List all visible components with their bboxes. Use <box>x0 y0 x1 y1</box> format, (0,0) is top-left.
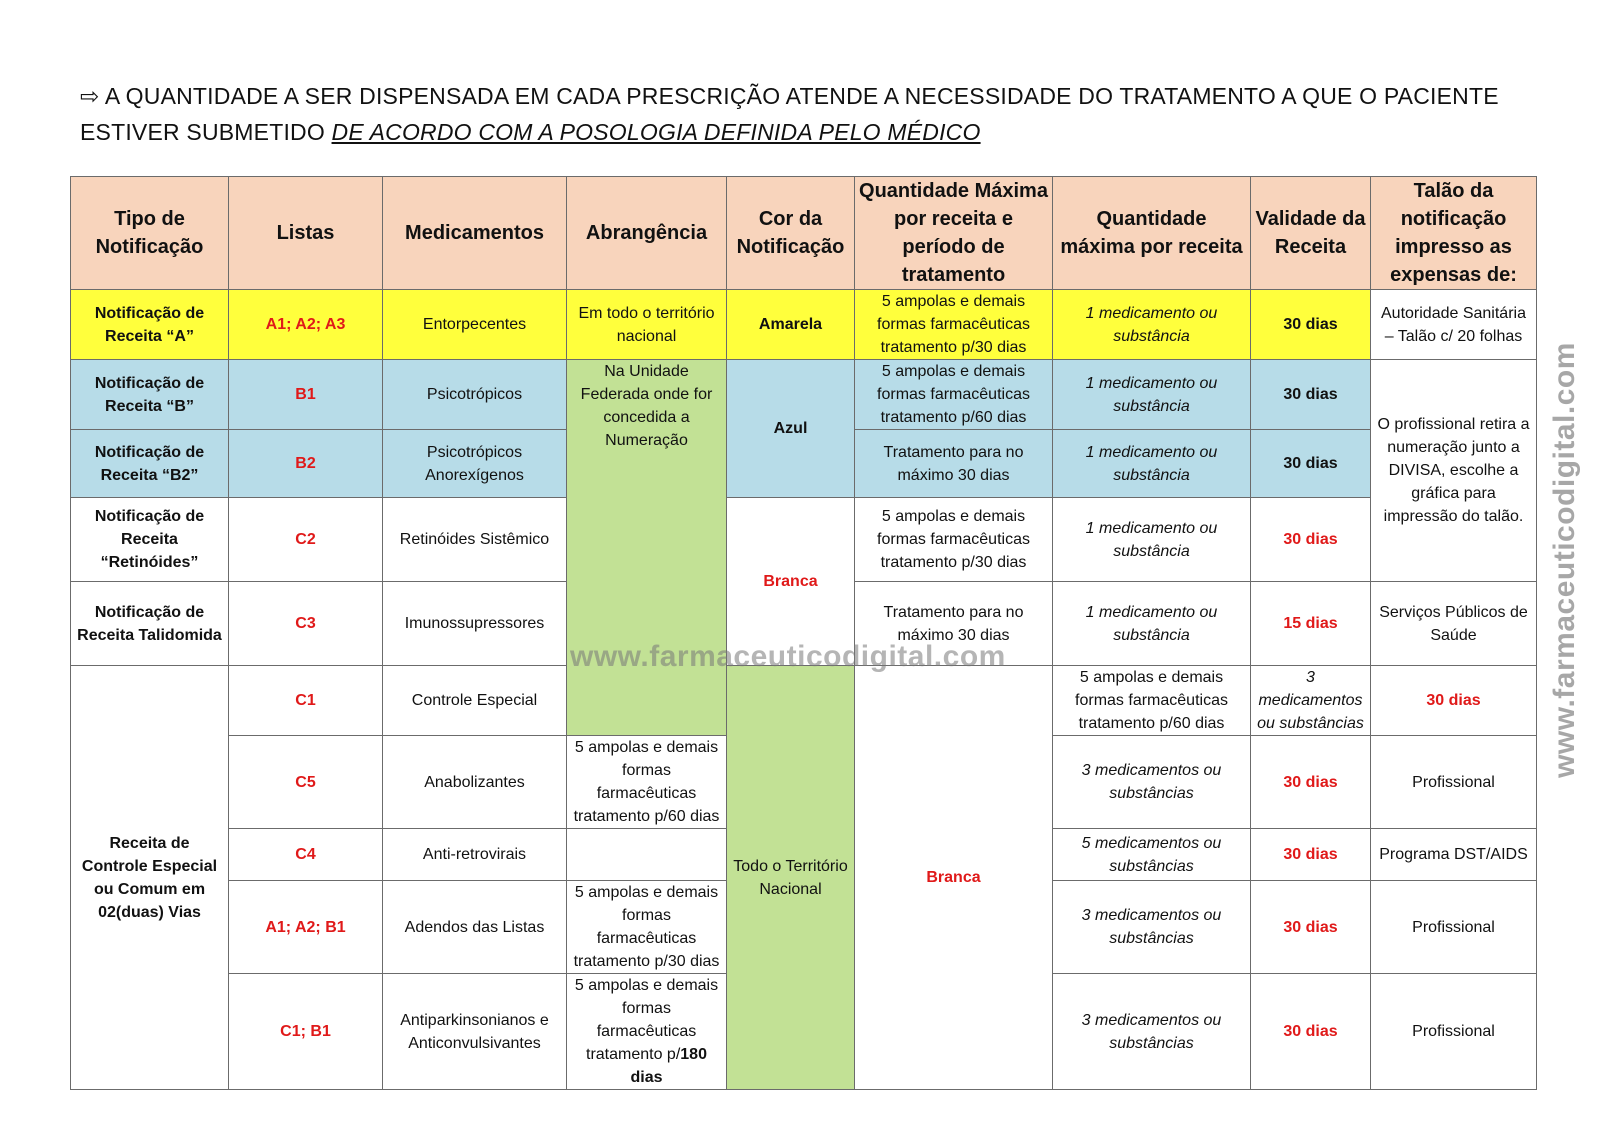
tipo-cell: Notificação de Receita “A” <box>71 290 229 360</box>
medicamento-cell: Entorpecentes <box>383 290 567 360</box>
qtd-periodo-cell <box>567 829 727 881</box>
qtd-periodo-cell: 5 ampolas e demais formas farmacêuticas tratamento p/60 dias <box>1053 666 1251 736</box>
qtd-max-cell: 3 medicamentos ou substâncias <box>1053 736 1251 829</box>
header-talao: Talão da notificação impresso as expensas de: <box>1371 177 1537 290</box>
qtd-periodo-cell: Tratamento para no máximo 30 dias <box>855 582 1053 666</box>
lista-cell: C1 <box>229 666 383 736</box>
header-validade: Validade da Receita <box>1251 177 1371 290</box>
validade-cell: 30 dias <box>1251 974 1371 1090</box>
qtd-periodo-cell: 5 ampolas e demais formas farmacêuticas tratamento p/30 dias <box>567 881 727 974</box>
medicamento-cell: Anabolizantes <box>383 736 567 829</box>
medicamento-cell: Imunossupressores <box>383 582 567 666</box>
medicamento-cell: Adendos das Listas <box>383 881 567 974</box>
lista-cell: C2 <box>229 498 383 582</box>
notification-table <box>70 176 1537 1090</box>
table-row <box>71 666 1537 736</box>
abrangencia-cell: Em todo o território nacional <box>567 290 727 360</box>
medicamento-cell: Psicotrópicos <box>383 360 567 430</box>
header-row <box>71 177 1537 290</box>
qtd-max-cell: 3 medicamentos ou substâncias <box>1251 666 1371 736</box>
lista-cell: B2 <box>229 430 383 498</box>
validade-cell: 30 dias <box>1251 360 1371 430</box>
qtd-max-cell: 1 medicamento ou substância <box>1053 430 1251 498</box>
qtd-periodo-cell: Tratamento para no máximo 30 dias <box>855 430 1053 498</box>
validade-cell: 30 dias <box>1251 430 1371 498</box>
table-row <box>71 290 1537 360</box>
validade-cell: 30 dias <box>1371 666 1537 736</box>
tipo-cell: Notificação de Receita “Retinóides” <box>71 498 229 582</box>
cor-cell: Branca <box>727 498 855 666</box>
qtd-periodo-cell <box>567 974 727 1090</box>
talao-cell: Programa DST/AIDS <box>1371 829 1537 881</box>
qtd-periodo-cell: 5 ampolas e demais formas farmacêuticas tratamento p/30 dias <box>855 290 1053 360</box>
tipo-cell: Notificação de Receita “B2” <box>71 430 229 498</box>
lista-cell: A1; A2; A3 <box>229 290 383 360</box>
table-row <box>71 360 1537 430</box>
abrangencia-cell: Na Unidade Federada onde for concedida a Numeração <box>567 360 727 736</box>
qtd-max-cell: 1 medicamento ou substância <box>1053 290 1251 360</box>
talao-cell: O profissional retira a numeração junto a DIVISA, escolhe a gráfica para impressão do talão. <box>1371 360 1537 582</box>
header-abrangencia: Abrangência <box>567 177 727 290</box>
qtd-max-cell: 1 medicamento ou substância <box>1053 582 1251 666</box>
medicamento-cell: Controle Especial <box>383 666 567 736</box>
qtd-max-cell: 1 medicamento ou substância <box>1053 360 1251 430</box>
medicamento-cell: Psicotrópicos Anorexígenos <box>383 430 567 498</box>
qtd-periodo-cell: 5 ampolas e demais formas farmacêuticas tratamento p/60 dias <box>855 360 1053 430</box>
lista-cell: B1 <box>229 360 383 430</box>
qtd-periodo-prefix: 5 ampolas e demais formas farmacêuticas tratamento p/ <box>574 977 719 1063</box>
qtd-max-cell: 1 medicamento ou substância <box>1053 498 1251 582</box>
header-qtd-periodo: Quantidade Máxima por receita e período de tratamento <box>855 177 1053 290</box>
qtd-max-cell: 3 medicamentos ou substâncias <box>1053 881 1251 974</box>
watermark-vertical: www.farmaceuticodigital.com <box>1548 342 1581 778</box>
validade-cell: 30 dias <box>1251 829 1371 881</box>
header-qtd-max: Quantidade máxima por receita <box>1053 177 1251 290</box>
table-row <box>71 498 1537 582</box>
lista-cell: C4 <box>229 829 383 881</box>
header-tipo: Tipo de Notificação <box>71 177 229 290</box>
tipo-cell: Notificação de Receita Talidomida <box>71 582 229 666</box>
heading-emphasis: DE ACORDO COM A POSOLOGIA DEFINIDA PELO MÉDICO <box>331 119 981 145</box>
cor-cell: Amarela <box>727 290 855 360</box>
heading-text: A QUANTIDADE A SER DISPENSADA EM CADA PRESCRIÇÃO ATENDE A NECESSIDADE DO TRATAMENTO A QUE O PACIENTE ESTIVER SUBMETIDO <box>80 83 1499 145</box>
validade-cell: 15 dias <box>1251 582 1371 666</box>
qtd-max-cell: 5 medicamentos ou substâncias <box>1053 829 1251 881</box>
arrow-right-icon: ⇨ <box>80 83 100 109</box>
talao-cell: Profissional <box>1371 974 1537 1090</box>
validade-cell: 30 dias <box>1251 736 1371 829</box>
page-heading <box>80 78 1520 150</box>
medicamento-cell: Retinóides Sistêmico <box>383 498 567 582</box>
talao-cell: Serviços Públicos de Saúde <box>1371 582 1537 666</box>
watermark-vertical-wrap <box>1544 310 1588 810</box>
validade-cell: 30 dias <box>1251 881 1371 974</box>
validade-cell: 30 dias <box>1251 498 1371 582</box>
cor-cell: Branca <box>855 666 1053 1090</box>
talao-cell: Autoridade Sanitária – Talão c/ 20 folhas <box>1371 290 1537 360</box>
lista-cell: A1; A2; B1 <box>229 881 383 974</box>
talao-cell: Profissional <box>1371 881 1537 974</box>
cor-cell: Azul <box>727 360 855 498</box>
lista-cell: C1; B1 <box>229 974 383 1090</box>
qtd-max-cell: 3 medicamentos ou substâncias <box>1053 974 1251 1090</box>
qtd-periodo-bold: 180 dias <box>630 1046 707 1086</box>
header-cor: Cor da Notificação <box>727 177 855 290</box>
lista-cell: C5 <box>229 736 383 829</box>
medicamento-cell: Anti-retrovirais <box>383 829 567 881</box>
header-listas: Listas <box>229 177 383 290</box>
tipo-cell: Notificação de Receita “B” <box>71 360 229 430</box>
validade-cell: 30 dias <box>1251 290 1371 360</box>
abrangencia-cell: Todo o Território Nacional <box>727 666 855 1090</box>
watermark-horizontal: www.farmaceuticodigital.com <box>570 640 1006 673</box>
qtd-periodo-cell: 5 ampolas e demais formas farmacêuticas tratamento p/30 dias <box>855 498 1053 582</box>
medicamento-cell: Antiparkinsonianos e Anticonvulsivantes <box>383 974 567 1090</box>
header-medicamentos: Medicamentos <box>383 177 567 290</box>
qtd-periodo-cell: 5 ampolas e demais formas farmacêuticas tratamento p/60 dias <box>567 736 727 829</box>
lista-cell: C3 <box>229 582 383 666</box>
talao-cell: Profissional <box>1371 736 1537 829</box>
tipo-cell: Receita de Controle Especial ou Comum em 02(duas) Vias <box>71 666 229 1090</box>
